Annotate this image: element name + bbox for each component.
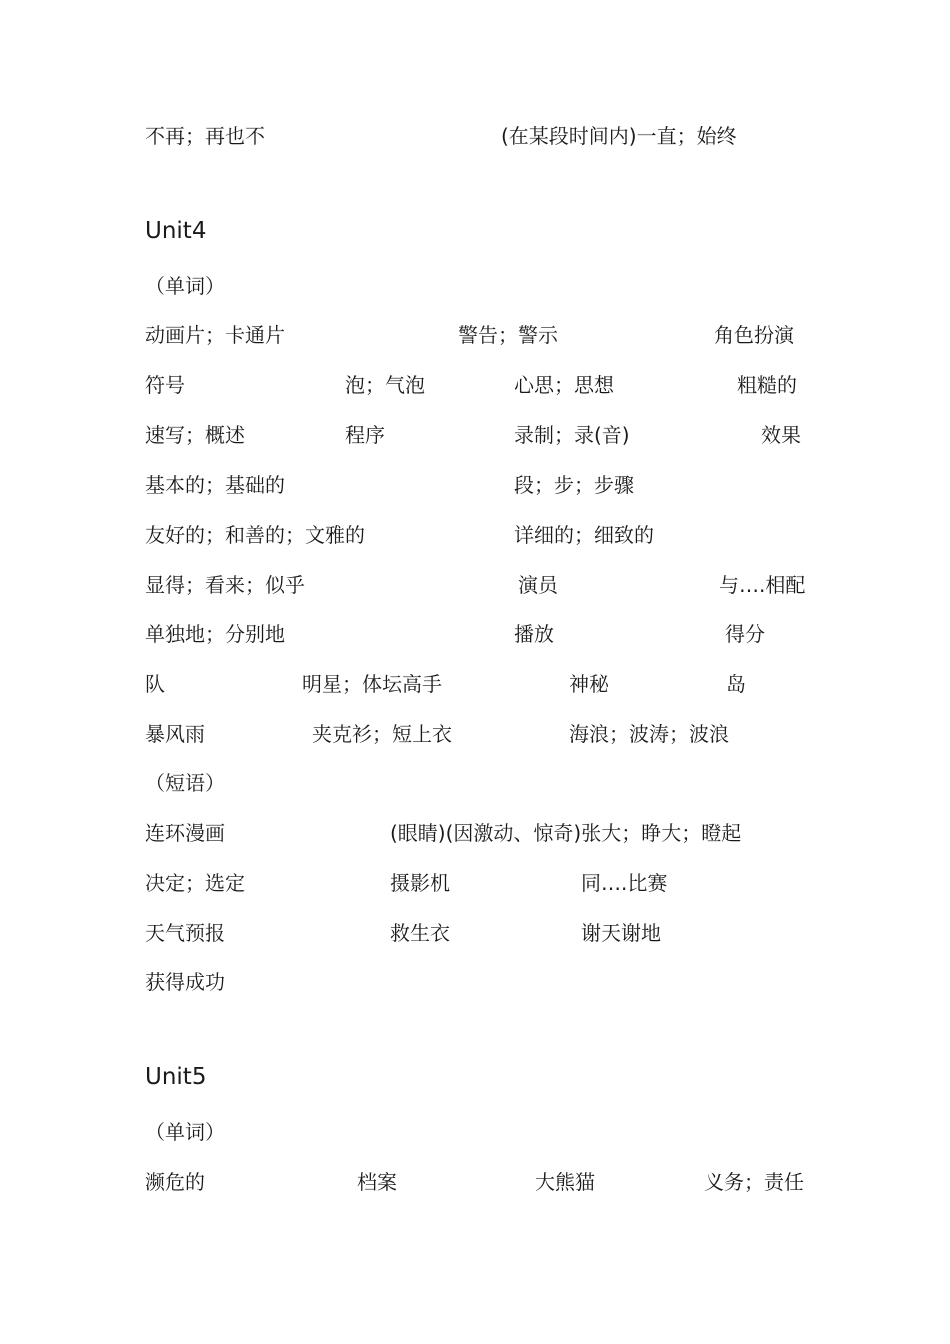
vocab-item: 详细的；细致的 [514, 523, 654, 547]
vocab-item: 泡；气泡 [345, 373, 425, 397]
phrase-item: 摄影机 [390, 871, 450, 895]
vocab-item: 动画片；卡通片 [145, 323, 285, 347]
vocab-item: 队 [145, 672, 165, 696]
vocab-item: 基本的；基础的 [145, 473, 285, 497]
vocab-item: 神秘 [569, 672, 609, 696]
section-label-words: （单词） [145, 274, 225, 298]
vocab-item: 海浪；波涛；波浪 [569, 722, 729, 746]
vocab-item: 角色扮演 [714, 323, 794, 347]
vocab-item: 暴风雨 [145, 722, 205, 746]
vocab-item: 大熊猫 [535, 1170, 595, 1194]
vocab-item: 档案 [357, 1170, 397, 1194]
vocab-item: 心思；思想 [514, 373, 614, 397]
vocab-item: 与….相配 [719, 573, 806, 597]
section-label-phrases: （短语） [145, 771, 225, 795]
vocab-item: 播放 [514, 622, 554, 646]
phrase-item: 救生衣 [390, 921, 450, 945]
unit-heading: Unit5 [145, 1064, 207, 1090]
vocab-item: 义务；责任 [704, 1170, 804, 1194]
vocab-item: 警告；警示 [458, 323, 558, 347]
vocab-item: 单独地；分别地 [145, 622, 285, 646]
section-label-words: （单词） [145, 1120, 225, 1144]
vocab-item: 友好的；和善的；文雅的 [145, 523, 365, 547]
vocab-item: 程序 [345, 423, 385, 447]
vocab-item: 濒危的 [145, 1170, 205, 1194]
phrase-item: 决定；选定 [145, 871, 245, 895]
phrase-item: 连环漫画 [145, 821, 225, 845]
vocab-item: 符号 [145, 373, 185, 397]
vocab-item: 段；步；步骤 [514, 473, 634, 497]
phrase-item: 获得成功 [145, 970, 225, 994]
vocab-item: 粗糙的 [737, 373, 797, 397]
vocab-item: (在某段时间内)一直；始终 [501, 124, 737, 148]
vocab-item: 录制；录(音) [514, 423, 630, 447]
phrase-item: 天气预报 [145, 921, 225, 945]
vocab-item: 演员 [518, 573, 558, 597]
vocab-item: 得分 [725, 622, 765, 646]
phrase-item: 谢天谢地 [581, 921, 661, 945]
vocab-item: 岛 [726, 672, 746, 696]
phrase-item: 同….比赛 [581, 871, 668, 895]
vocab-item: 夹克衫；短上衣 [312, 722, 452, 746]
vocab-item: 效果 [761, 423, 801, 447]
vocab-item: 不再；再也不 [145, 124, 265, 148]
vocab-item: 显得；看来；似乎 [145, 573, 305, 597]
phrase-item: (眼睛)(因激动、惊奇)张大；睁大；瞪起 [390, 821, 742, 845]
vocab-item: 速写；概述 [145, 423, 245, 447]
unit-heading: Unit4 [145, 218, 207, 244]
vocab-item: 明星；体坛高手 [302, 672, 442, 696]
